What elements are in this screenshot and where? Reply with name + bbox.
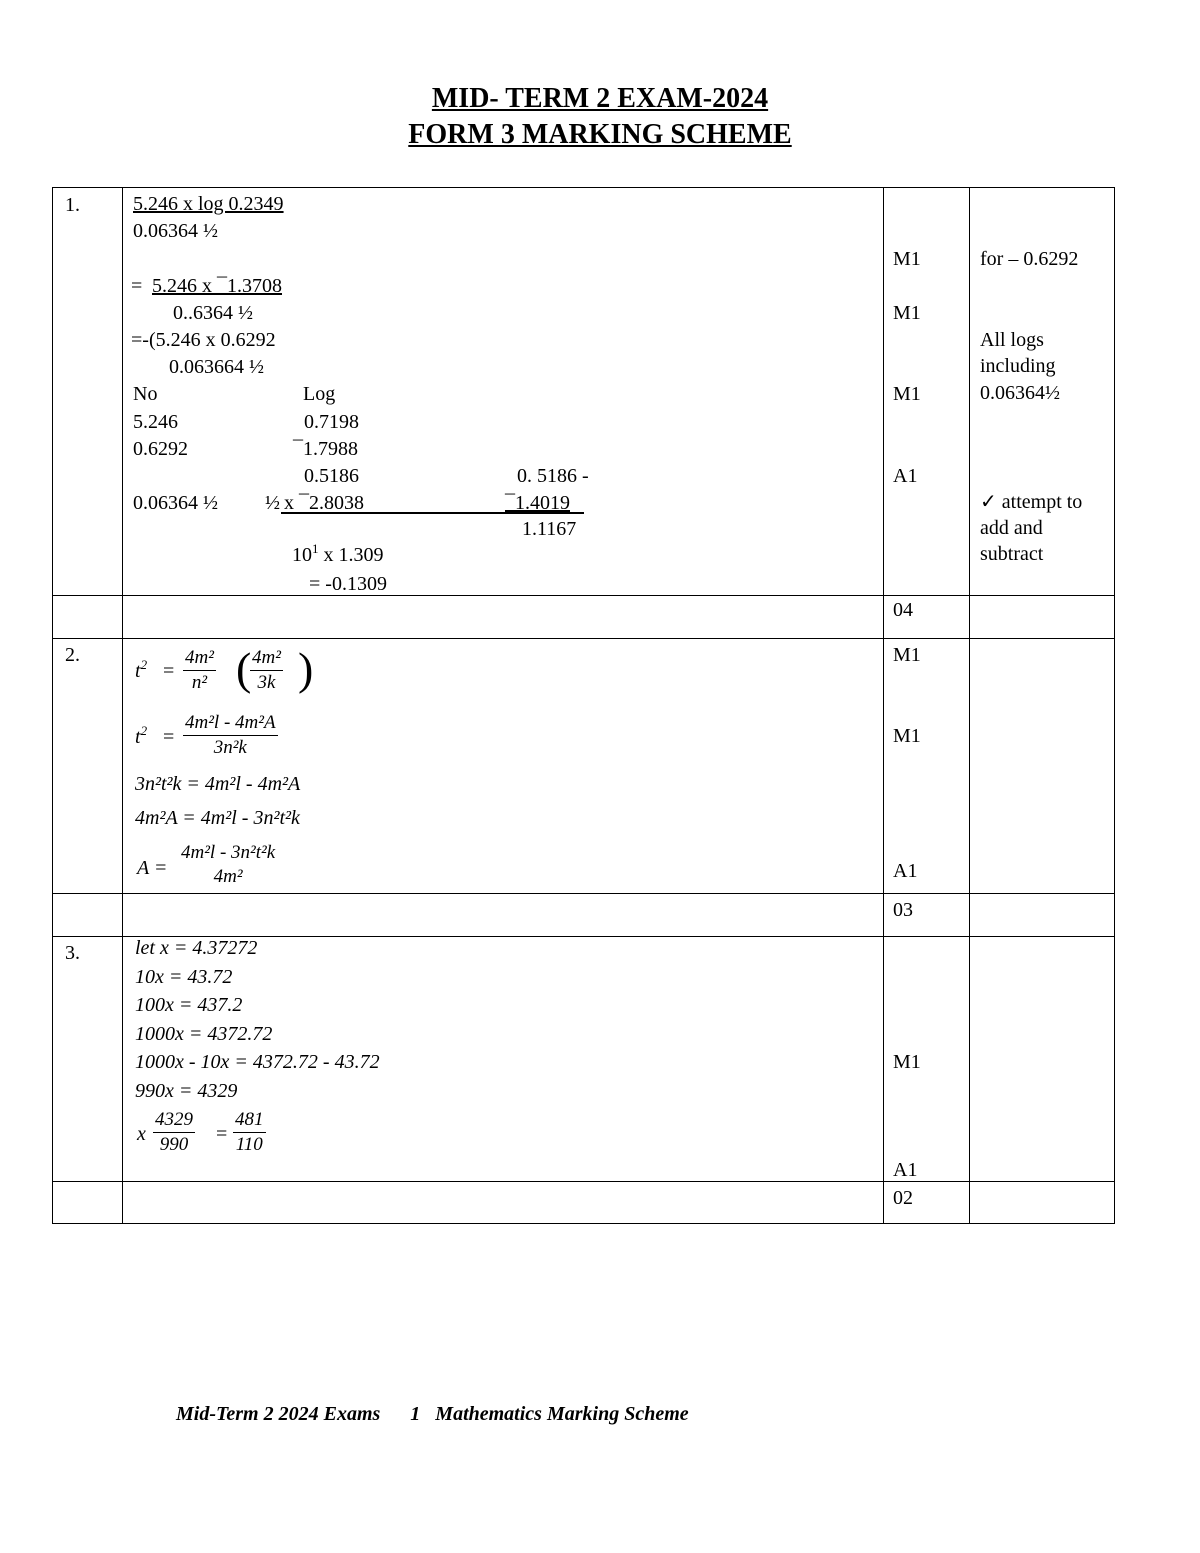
question-number: 2.	[65, 644, 80, 666]
log-side-result: 1.1167	[522, 518, 577, 540]
total-marks: 04	[893, 599, 913, 621]
log-row-no: 0.6292	[133, 438, 188, 460]
log-table-header-no: No	[133, 383, 158, 405]
close-bracket: )	[298, 643, 314, 694]
log-row-log: 0.7198	[304, 411, 359, 433]
marking-scheme-table	[52, 187, 1115, 1224]
q1-equals: =	[131, 275, 143, 297]
comment: All logs	[980, 329, 1044, 351]
equals-sign: =	[216, 1123, 228, 1145]
log-row-log: x ¯2.8038	[284, 492, 364, 514]
equals-sign: =	[163, 726, 175, 748]
row-divider	[53, 638, 1114, 639]
total-marks: 02	[893, 1187, 913, 1209]
question-number: 1.	[65, 194, 80, 216]
q1-step2-denominator: 0..6364 ½	[173, 302, 253, 324]
q1-step3: =-(5.246 x 0.6292	[131, 329, 276, 351]
equation-line: 1000x = 4372.72	[135, 1023, 273, 1045]
mark: M1	[893, 302, 921, 324]
mark: M1	[893, 1051, 921, 1073]
q1-step2: 5.246 x ¯1.3708	[152, 275, 282, 297]
footer-left: Mid-Term 2 2024 Exams	[176, 1403, 381, 1425]
total-marks: 03	[893, 899, 913, 921]
comment: including	[980, 355, 1056, 377]
log-side-value: 0. 5186 -	[517, 465, 589, 487]
fraction: $\frac{4329}{990}$	[155, 1109, 193, 1155]
equation-line: 3n²t²k = 4m²l - 4m²A	[135, 773, 301, 795]
log-sum: 0.5186	[304, 465, 359, 487]
log-side-value: ¯1.4019	[505, 492, 570, 514]
row-divider	[53, 1181, 1114, 1182]
mark: A1	[893, 465, 918, 487]
fraction: 4m²l - 3n²t²k 4m²	[181, 842, 276, 887]
equation-line: 100x = 437.2	[135, 994, 243, 1016]
q1-step3-denominator: 0.063664 ½	[169, 356, 264, 378]
log-row-no: 0.06364 ½	[133, 492, 218, 514]
log-row-log: ¯1.7988	[293, 438, 358, 460]
fraction: $\frac{481}{110}$	[235, 1109, 264, 1155]
page-number: 1	[410, 1403, 421, 1425]
page-subtitle: FORM 3 MARKING SCHEME	[408, 119, 792, 150]
fraction: $\frac{\text{4m²}}{\text{n²}}$	[185, 647, 214, 693]
mark: A1	[893, 1159, 918, 1181]
footer-right: Mathematics Marking Scheme	[435, 1403, 689, 1425]
comment: for – 0.6292	[980, 248, 1079, 270]
column-divider	[969, 188, 970, 1223]
open-bracket: (	[236, 643, 252, 694]
check-icon: ✓	[980, 491, 997, 513]
antilog-line: $10^1$ x 1.309	[292, 541, 384, 566]
comment: 0.06364½	[980, 382, 1060, 404]
row-divider	[53, 595, 1114, 596]
question-number: 3.	[65, 942, 80, 964]
comment: ✓ attempt to	[980, 491, 1083, 513]
fraction: $\frac{\text{4m²}}{3k}$	[252, 647, 281, 693]
log-row-no: 5.246	[133, 411, 178, 433]
half-factor: ½	[265, 492, 280, 514]
mark: M1	[893, 644, 921, 666]
equation-lhs: $t^2$	[135, 723, 148, 748]
mark: M1	[893, 725, 921, 747]
equation-line: let x = 4.37272	[135, 937, 258, 959]
q1-expression: 5.246 x log 0.2349	[133, 193, 284, 215]
log-table-header-log: Log	[303, 383, 336, 405]
column-divider	[883, 188, 884, 1223]
fraction: $\frac{\text{4m²l - 4m²A}}{\text{3n²k}}$	[185, 712, 276, 758]
equation-line: 4m²A = 4m²l - 3n²t²k	[135, 807, 300, 829]
mark: M1	[893, 383, 921, 405]
column-divider	[122, 188, 123, 1223]
comment: add and	[980, 517, 1043, 539]
mark: A1	[893, 860, 918, 882]
page-footer	[176, 1403, 689, 1426]
equals-sign: =	[163, 660, 175, 682]
equation-line: 1000x - 10x = 4372.72 - 43.72	[135, 1051, 380, 1073]
log-underline	[281, 512, 584, 514]
equation-line: 10x = 43.72	[135, 966, 233, 988]
equation-lhs: A =	[137, 857, 168, 879]
q1-denominator: 0.06364 ½	[133, 220, 218, 242]
row-divider	[53, 893, 1114, 894]
equation-line: 990x = 4329	[135, 1080, 238, 1102]
page-title: MID- TERM 2 EXAM-2024	[431, 83, 769, 114]
q1-answer: = -0.1309	[309, 573, 387, 595]
equation-lhs: $t^2$	[135, 657, 148, 682]
comment: subtract	[980, 543, 1044, 565]
mark: M1	[893, 248, 921, 270]
variable-x: x	[137, 1123, 146, 1145]
